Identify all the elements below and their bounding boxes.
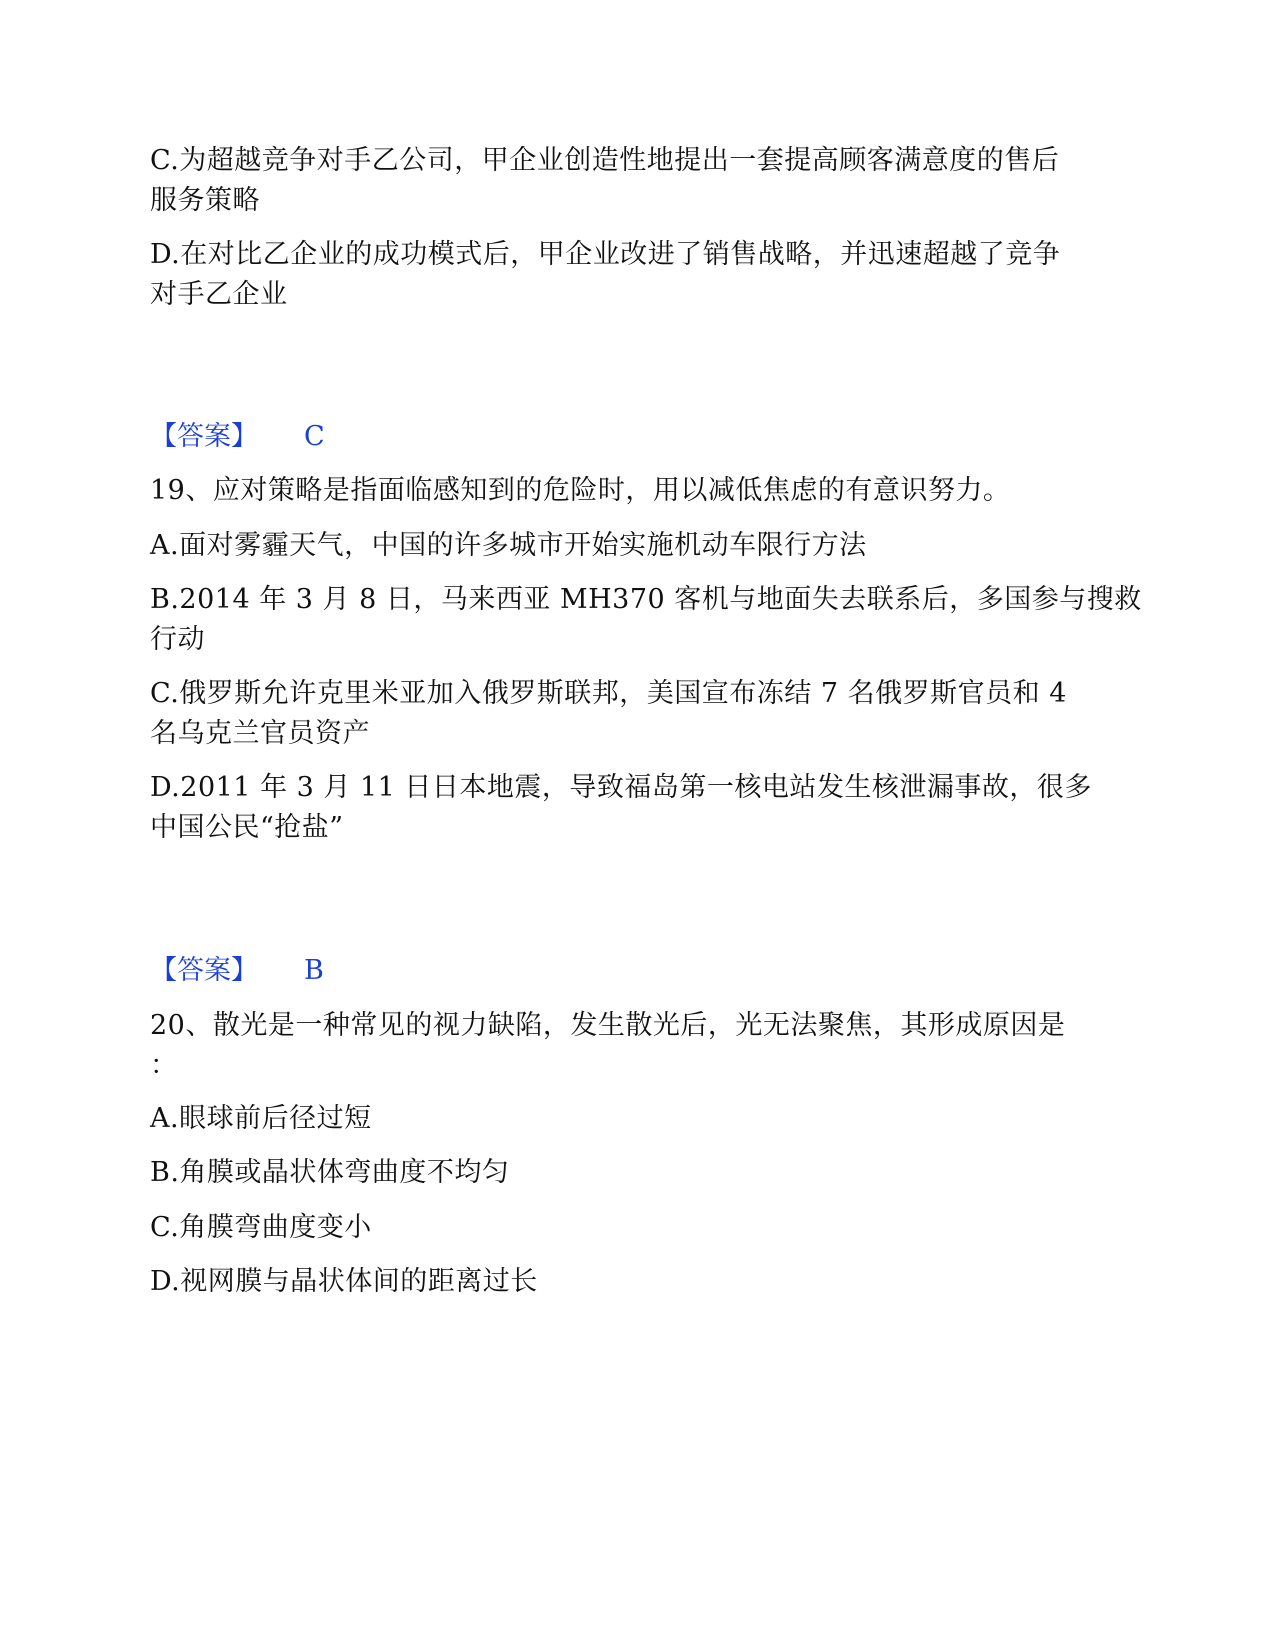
q18-option-d-line1: D.在对比乙企业的成功模式后，甲企业改进了销售战略，并迅速超越了竞争 xyxy=(150,239,1061,270)
q19-answer xyxy=(150,951,324,991)
q20-stem-line2: ： xyxy=(150,1050,178,1081)
q19-option-b-line1: B.2014 年 3 月 8 日，马来西亚 MH370 客机与地面失去联系后，多国参与搜救 xyxy=(150,584,1142,615)
q19-option-a: A.面对雾霾天气，中国的许多城市开始实施机动车限行方法 xyxy=(150,530,867,561)
q18-answer xyxy=(150,417,325,457)
q20-stem-line1: 20、散光是一种常见的视力缺陷，发生散光后，光无法聚焦，其形成原因是 xyxy=(150,1010,1066,1041)
q18-answer-label: 【答案】 xyxy=(150,421,258,452)
q19-answer-value: B xyxy=(304,955,324,986)
q18-option-c-line2: 服务策略 xyxy=(150,185,260,216)
q20-option-d: D.视网膜与晶状体间的距离过长 xyxy=(150,1266,538,1297)
q20-option-c: C.角膜弯曲度变小 xyxy=(150,1212,372,1243)
q20-option-a: A.眼球前后径过短 xyxy=(150,1103,372,1134)
q18-option-c-line1: C.为超越竞争对手乙公司，甲企业创造性地提出一套提高顾客满意度的售后 xyxy=(150,145,1060,176)
q19-stem: 19、应对策略是指面临感知到的危险时，用以减低焦虑的有意识努力。 xyxy=(150,475,1011,506)
q19-option-d-line2: 中国公民“抢盐” xyxy=(150,812,344,843)
q19-option-c-line1: C.俄罗斯允许克里米亚加入俄罗斯联邦，美国宣布冻结 7 名俄罗斯官员和 4 xyxy=(150,678,1067,709)
q19-option-d-line1: D.2011 年 3 月 11 日日本地震，导致福岛第一核电站发生核泄漏事故，很多 xyxy=(150,772,1092,803)
q20-option-b: B.角膜或晶状体弯曲度不均匀 xyxy=(150,1157,510,1188)
q19-option-b-line2: 行动 xyxy=(150,624,205,655)
q18-option-d-line2: 对手乙企业 xyxy=(150,279,288,310)
q18-answer-value: C xyxy=(304,421,325,452)
q19-answer-label: 【答案】 xyxy=(150,955,258,986)
q19-option-c-line2: 名乌克兰官员资产 xyxy=(150,718,370,749)
